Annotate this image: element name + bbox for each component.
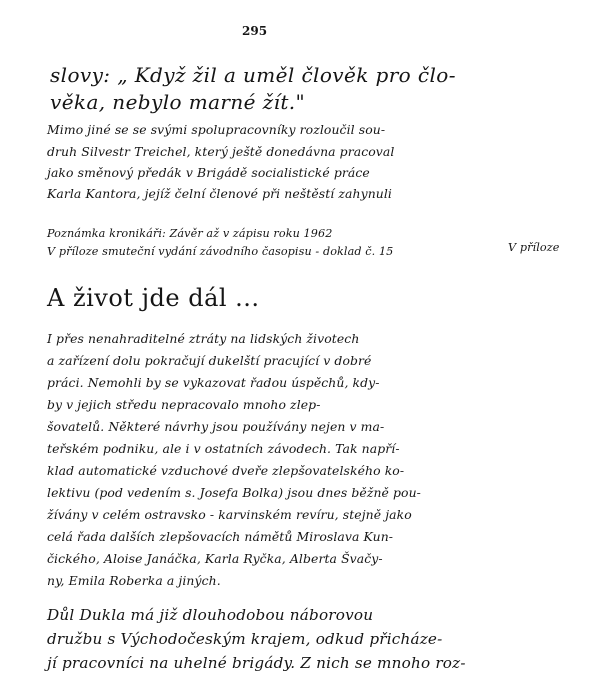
paragraph2-line-8: lektivu (pod vedením s. Josefa Bolka) jsou dnes běžně pou- bbox=[47, 485, 421, 500]
paragraph2-line-3: práci. Nemohli by se vykazovat řadou úspěchů, kdy- bbox=[47, 375, 380, 390]
paragraph2-line-7: klad automatické vzduchové dveře zlepšovatelského ko- bbox=[47, 463, 405, 478]
paragraph3-line-2: družbu s Východočeským krajem, odkud přicháze- bbox=[47, 630, 443, 648]
paragraph3-line-1: Důl Dukla má již dlouhodobou náborovou bbox=[47, 606, 374, 624]
paragraph2-line-2: a zařízení dolu pokračují dukelští pracující v dobré bbox=[47, 353, 372, 368]
paragraph3-line-3: jí pracovníci na uhelné brigády. Z nich se mnoho roz- bbox=[47, 654, 466, 672]
margin-note: V příloze bbox=[508, 241, 560, 254]
paragraph1-line-4: Karla Kantora, jejíž čelní členové při neštěstí zahynuli bbox=[47, 186, 392, 201]
paragraph1-line-1: Mimo jiné se se svými spolupracovníky rozloučil sou- bbox=[47, 122, 386, 137]
paragraph2-line-5: šovatelů. Některé návrhy jsou používány nejen v ma- bbox=[47, 419, 385, 434]
paragraph2-line-4: by v jejich středu nepracovalo mnoho zlep- bbox=[47, 397, 321, 412]
paragraph2-line-9: žívány v celém ostravsko - karvinském revíru, stejně jako bbox=[47, 507, 412, 522]
quote-line-2: věka, nebylo marné žít." bbox=[50, 90, 306, 114]
paragraph2-line-12: ny, Emila Roberka a jiných. bbox=[47, 573, 221, 588]
note-attachment: V příloze smuteční vydání závodního časopisu - doklad č. 15 bbox=[47, 245, 394, 258]
paragraph1-line-3: jako směnový předák v Brigádě socialistické práce bbox=[47, 165, 370, 180]
section-heading: A život jde dál ... bbox=[47, 284, 260, 312]
note-chronicler: Poznámka kronikáři: Závěr až v zápisu roku 1962 bbox=[47, 227, 333, 240]
paragraph2-line-1: I přes nenahraditelné ztráty na lidských životech bbox=[47, 331, 360, 346]
quote-line-1: slovy: „ Když žil a uměl člověk pro člo- bbox=[50, 63, 456, 87]
paragraph2-line-10: celá řada dalších zlepšovacích námětů Miroslava Kun- bbox=[47, 529, 394, 544]
paragraph2-line-11: čického, Aloise Janáčka, Karla Ryčka, Alberta Švačy- bbox=[47, 551, 383, 566]
paragraph2-line-6: teřském podniku, ale i v ostatních závodech. Tak napří- bbox=[47, 441, 400, 456]
paragraph1-line-2: druh Silvestr Treichel, který ještě donedávna pracoval bbox=[47, 144, 395, 159]
page-number: 295 bbox=[242, 24, 268, 38]
